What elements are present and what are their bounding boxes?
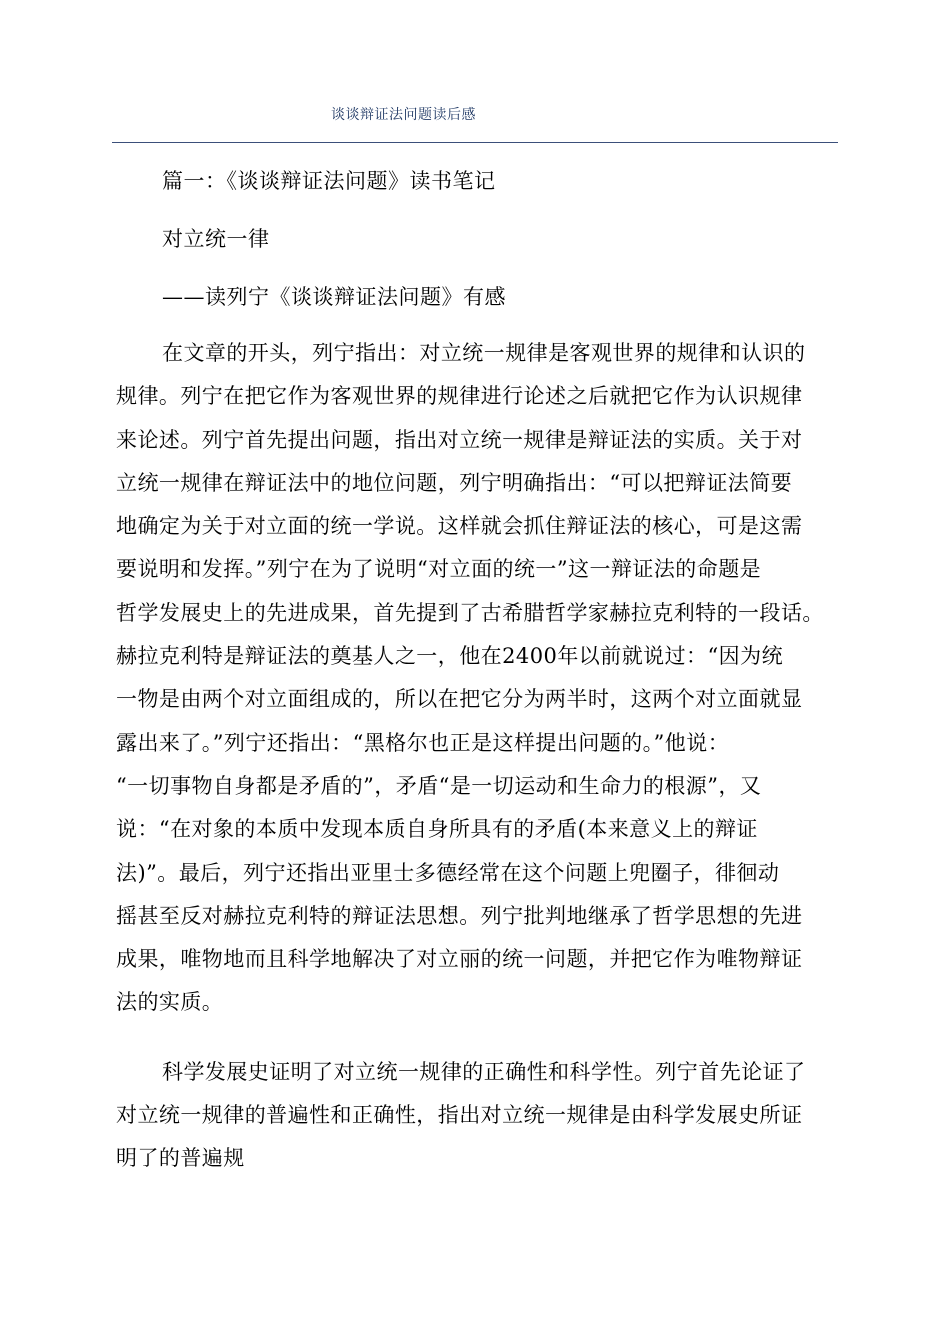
paragraph-line: 露出来了。”列宁还指出：“黑格尔也正是这样提出问题的。”他说： [116,730,730,755]
paragraph-line: 对立统一规律的普遍性和正确性，指出对立统一规律是由科学发展史所证 [116,1103,803,1128]
paragraph-line: 说：“在对象的本质中发现本质自身所具有的矛盾(本来意义上的辩证 [116,817,758,842]
paragraph-line: 哲学发展史上的先进成果，首先提到了古希腊哲学家赫拉克利特的一段话。 [116,600,824,625]
paragraph-line: “一切事物自身都是矛盾的”，矛盾“是一切运动和生命力的根源”，又 [116,773,762,798]
paragraph-line: 法的实质。 [116,990,224,1015]
paragraph-1 [116,332,836,1025]
paragraph-line: 赫拉克利特是辩证法的奠基人之一，他在2400年以前就说过：“因为统 [116,644,784,669]
running-header: 谈谈辩证法问题读后感 [331,107,476,123]
paragraph-line: 摇甚至反对赫拉克利特的辩证法思想。列宁批判地继承了哲学思想的先进 [116,903,803,928]
heading-subtitle: ——读列宁《谈谈辩证法问题》有感 [162,285,506,309]
header-rule [112,142,838,143]
paragraph-line: 立统一规律在辩证法中的地位问题，列宁明确指出：“可以把辩证法简要 [116,470,793,495]
paragraph-line: 成果，唯物地而且科学地解决了对立丽的统一问题，并把它作为唯物辩证 [116,947,803,972]
paragraph-line: 科学发展史证明了对立统一规律的正确性和科学性。列宁首先论证了 [162,1059,806,1084]
paragraph-line: 明了的普遍规 [116,1146,245,1171]
paragraph-line: 来论述。列宁首先提出问题，指出对立统一规律是辩证法的实质。关于对 [116,427,803,452]
paragraph-2 [116,1051,836,1181]
paragraph-line: 一物是由两个对立面组成的，所以在把它分为两半时，这两个对立面就显 [116,687,803,712]
document-body [116,160,836,1181]
heading-part-one: 篇一：《谈谈辩证法问题》读书笔记 [162,169,496,193]
paragraph-line: 规律。列宁在把它作为客观世界的规律进行论述之后就把它作为认识规律 [116,384,803,409]
paragraph-line: 在文章的开头，列宁指出：对立统一规律是客观世界的规律和认识的 [162,341,806,365]
heading-topic: 对立统一律 [162,227,270,251]
paragraph-line: 地确定为关于对立面的统一学说。这样就会抓住辩证法的核心，可是这需 [116,514,803,539]
paragraph-line: 要说明和发挥。”列宁在为了说明“对立面的统一”这一辩证法的命题是 [116,557,762,582]
paragraph-line: 法)”。最后，列宁还指出亚里士多德经常在这个问题上兜圈子，徘徊动 [116,860,780,885]
